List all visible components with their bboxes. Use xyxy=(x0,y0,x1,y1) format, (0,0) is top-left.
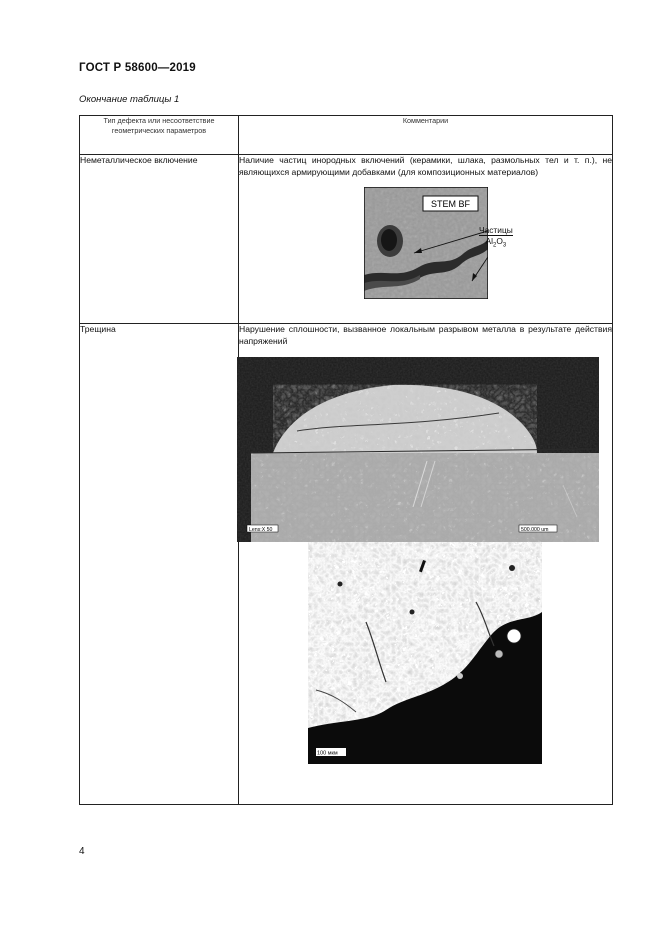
particles-word: Частицы xyxy=(479,225,513,235)
document-header: ГОСТ Р 58600—2019 xyxy=(79,62,196,74)
crack-micrograph xyxy=(308,542,542,764)
particles-formula: $Al_2O_3$ xyxy=(479,235,513,249)
defect-type-cell: Неметаллическое включение xyxy=(80,155,239,324)
column-header-defect-type: Тип дефекта или несоответствие геометрических параметров xyxy=(80,116,239,155)
table-row xyxy=(80,324,613,805)
defects-table xyxy=(79,115,613,805)
lens-tag: Lens:X 50 xyxy=(249,526,273,533)
table-row xyxy=(80,155,613,324)
table-caption: Окончание таблицы 1 xyxy=(79,94,180,105)
defect-type-cell: Трещина xyxy=(80,324,239,805)
comment-cell xyxy=(239,324,613,805)
comment-text: Наличие частиц инородных включений (керамики, шлака, размольных тел и т. п.), не являющихся армирующими добавками (для композиционных материалов) xyxy=(239,155,612,177)
scale-label-bottom: 100 мкм xyxy=(317,750,338,757)
crack-macro-image xyxy=(237,357,599,542)
page-number: 4 xyxy=(79,846,85,857)
table-header-row xyxy=(80,116,613,155)
comment-text: Нарушение сплошности, вызванное локальным разрывом металла в результате действия напряжений xyxy=(239,324,612,346)
scale-label-top: 500.000 um xyxy=(521,526,549,533)
particles-label xyxy=(479,226,513,250)
comment-cell xyxy=(239,155,613,324)
column-header-comments: Комментарии xyxy=(239,116,613,155)
figure-tag: STEM BF xyxy=(430,198,470,209)
inclusion-micrograph xyxy=(364,187,488,299)
